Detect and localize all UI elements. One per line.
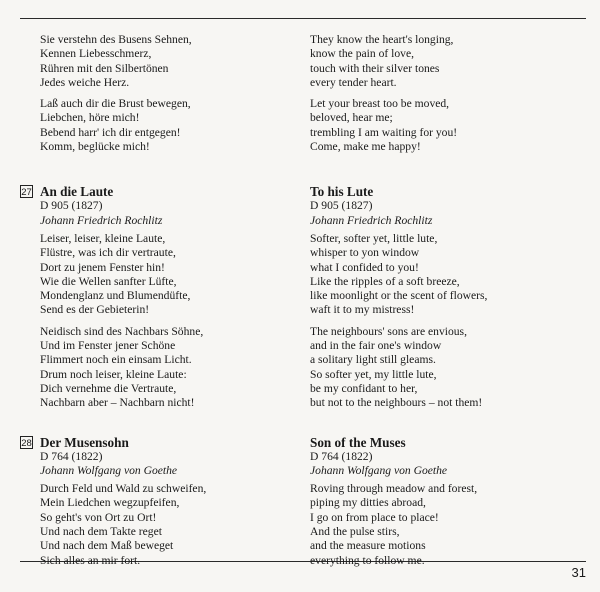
song-title: An die Laute [40,184,114,200]
verse-line: Laß auch dir die Brust bewegen, [40,97,191,111]
verse-line: touch with their silver tones [310,61,440,75]
stanza [40,325,290,411]
poet-name: Johann Friedrich Rochlitz [40,213,163,227]
song-28-german [21,434,290,568]
verse-line: Rühren mit den Silbertönen [40,61,169,75]
song-title: Son of the Muses [310,434,406,450]
song-title: Der Musensohn [40,434,129,450]
verse-line: Dort zu jenem Fenster hin! [40,260,165,274]
verse-line: piping my ditties abroad, [310,496,426,510]
catalog-number: D 764 (1822) [40,449,103,463]
verse-line: Sie verstehn des Busens Sehnen, [40,33,192,46]
stanza [40,33,290,90]
stanza [40,97,290,154]
verse-line: So softer yet, my little lute, [310,367,437,381]
verse-line: everything to follow me. [310,553,425,567]
verse-line: Roving through meadow and forest, [310,482,478,496]
verse-line: Sich alles an mir fort. [40,553,141,567]
verse-line: Und nach dem Maß beweget [40,539,174,553]
verse-line: So geht's von Ort zu Ort! [40,510,157,524]
catalog-number: D 764 (1822) [310,449,373,463]
verse-line: Drum noch leiser, kleine Laute: [40,367,187,381]
verse-line: trembling I am waiting for you! [310,125,458,139]
catalog-number: D 905 (1827) [40,199,103,213]
verse-line: Jedes weiche Herz. [40,75,130,89]
verse-line: Und nach dem Takte reget [40,525,162,539]
verse-line: Dich vernehme die Vertraute, [40,381,177,395]
english-column [310,33,590,575]
verse-line: whisper to yon window [310,246,420,260]
stanza [310,325,590,411]
verse-line: Flimmert noch ein einsam Licht. [40,353,192,367]
verse-line: Liebchen, höre mich! [40,111,140,125]
verse-line: Neidisch sind des Nachbars Söhne, [40,324,204,338]
stanza [40,232,290,318]
verse-line: Mein Liedchen wegzupfeifen, [40,496,180,510]
verse-line: I go on from place to place! [310,510,439,524]
top-rule [20,18,586,19]
verse-line: Kennen Liebesschmerz, [40,47,152,61]
verse-line: every tender heart. [310,75,397,89]
poet-name: Johann Wolfgang von Goethe [310,463,448,477]
verse-line: Und im Fenster jener Schöne [40,339,176,353]
verse-line: know the pain of love, [310,47,414,61]
stanza [310,482,590,568]
page-number: 31 [571,565,586,580]
stanza [310,33,590,90]
verse-line: Let your breast too be moved, [310,97,450,111]
verse-line: like moonlight or the scent of flowers, [310,289,488,303]
verse-line: Durch Feld und Wald zu schweifen, [40,482,207,496]
verse-line: The neighbours' sons are envious, [310,324,467,338]
poet-name: Johann Wolfgang von Goethe [40,463,178,477]
verse-line: Come, make me happy! [310,140,421,154]
song-title: To his Lute [310,184,374,200]
verse-line: Like the ripples of a soft breeze, [310,274,460,288]
verse-line: what I confided to you! [310,260,419,274]
stanza [310,232,590,318]
verse-line: a solitary light still gleams. [310,353,436,367]
verse-line: They know the heart's longing, [310,33,454,46]
verse-line: Komm, beglücke mich! [40,140,150,154]
song-28-english [310,435,590,568]
track-number-badge: 27 [21,187,32,199]
track-number-badge: 28 [21,437,32,449]
verse-line: Send es der Gebieterin! [40,303,150,317]
verse-line: And the pulse stirs, [310,525,400,539]
verse-line: Softer, softer yet, little lute, [310,231,438,245]
catalog-number: D 905 (1827) [310,199,373,213]
verse-line: Mondenglanz und Blumendüfte, [40,289,191,303]
verse-line: beloved, hear me; [310,111,393,125]
stanza [310,97,590,154]
verse-line: but not to the neighbours – not them! [310,396,483,410]
stanza [40,482,290,568]
german-column [21,33,290,575]
verse-line: Leiser, leiser, kleine Laute, [40,231,166,245]
verse-line: Flüstre, was ich dir vertraute, [40,246,176,260]
verse-line: waft it to my mistress! [310,303,415,317]
verse-line: be my confidant to her, [310,381,418,395]
song-27-german [21,184,290,410]
verse-line: and in the fair one's window [310,339,442,353]
verse-line: Bebend harr' ich dir entgegen! [40,125,181,139]
verse-line: Wie die Wellen sanfter Lüfte, [40,274,177,288]
song-27-english [310,184,590,410]
verse-line: Nachbarn aber – Nachbarn nicht! [40,396,195,410]
poet-name: Johann Friedrich Rochlitz [310,213,433,227]
verse-line: and the measure motions [310,539,426,553]
